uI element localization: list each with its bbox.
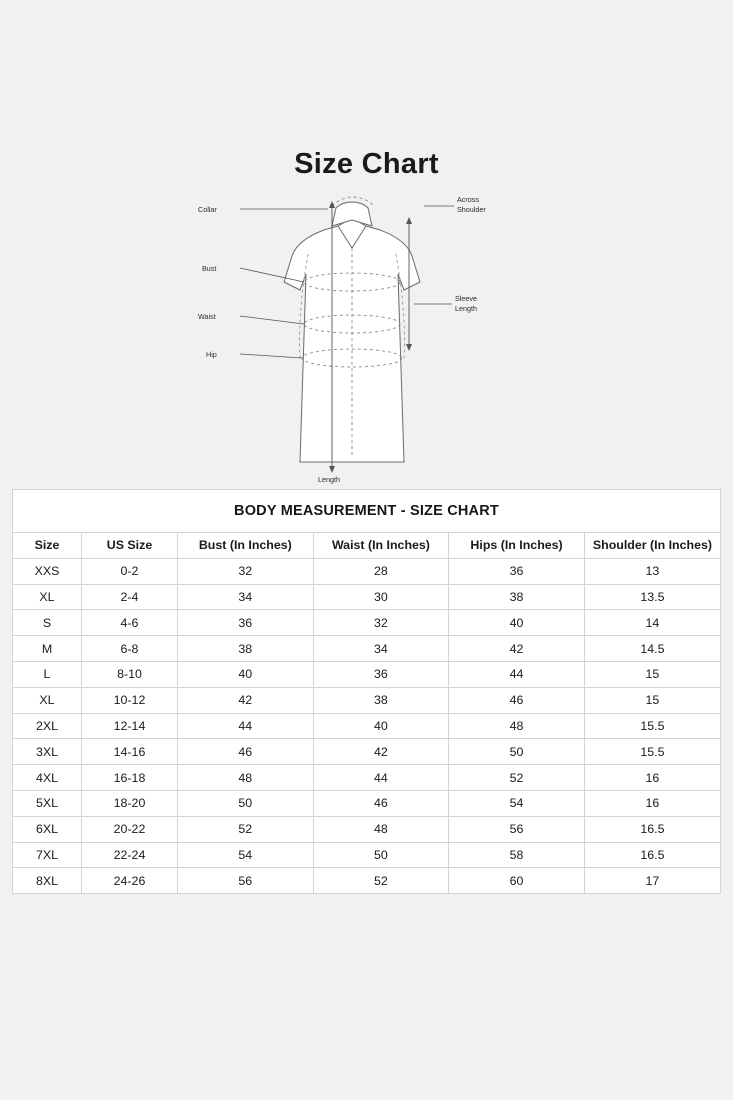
cell-waist: 48 <box>313 816 449 842</box>
label-hip: Hip <box>206 350 217 359</box>
cell-size: XL <box>13 687 82 713</box>
cell-shoulder: 16 <box>584 790 720 816</box>
cell-waist: 42 <box>313 739 449 765</box>
cell-hips: 56 <box>449 816 585 842</box>
table-row <box>13 661 720 687</box>
size-table-container <box>12 489 721 894</box>
cell-size: M <box>13 636 82 662</box>
label-length: Length <box>318 475 340 484</box>
cell-waist: 30 <box>313 584 449 610</box>
cell-hips: 48 <box>449 713 585 739</box>
cell-bust: 52 <box>178 816 314 842</box>
label-waist: Waist <box>198 312 216 321</box>
table-row <box>13 687 720 713</box>
column-header-shoulder: Shoulder (In Inches) <box>584 533 720 558</box>
cell-waist: 34 <box>313 636 449 662</box>
cell-hips: 54 <box>449 790 585 816</box>
cell-us-size: 4-6 <box>82 610 178 636</box>
label-sleeve-length-2: Length <box>455 304 477 313</box>
cell-size: 7XL <box>13 842 82 868</box>
table-row <box>13 739 720 765</box>
cell-waist: 28 <box>313 558 449 584</box>
cell-bust: 40 <box>178 661 314 687</box>
table-row <box>13 765 720 791</box>
cell-size: S <box>13 610 82 636</box>
cell-size: 5XL <box>13 790 82 816</box>
column-header-size: Size <box>13 533 82 558</box>
cell-bust: 36 <box>178 610 314 636</box>
cell-hips: 52 <box>449 765 585 791</box>
column-header-hips: Hips (In Inches) <box>449 533 585 558</box>
table-row <box>13 816 720 842</box>
cell-waist: 32 <box>313 610 449 636</box>
cell-hips: 60 <box>449 868 585 893</box>
cell-size: 8XL <box>13 868 82 893</box>
cell-waist: 46 <box>313 790 449 816</box>
table-body <box>13 558 720 893</box>
cell-us-size: 20-22 <box>82 816 178 842</box>
label-sleeve-length: Sleeve <box>455 294 477 303</box>
cell-waist: 44 <box>313 765 449 791</box>
cell-bust: 48 <box>178 765 314 791</box>
cell-bust: 56 <box>178 868 314 893</box>
cell-bust: 42 <box>178 687 314 713</box>
cell-waist: 36 <box>313 661 449 687</box>
label-collar: Collar <box>198 205 217 214</box>
cell-size: XL <box>13 584 82 610</box>
cell-bust: 38 <box>178 636 314 662</box>
cell-shoulder: 16.5 <box>584 816 720 842</box>
cell-shoulder: 16 <box>584 765 720 791</box>
cell-shoulder: 14.5 <box>584 636 720 662</box>
cell-us-size: 10-12 <box>82 687 178 713</box>
table-row <box>13 868 720 893</box>
cell-shoulder: 13 <box>584 558 720 584</box>
cell-shoulder: 16.5 <box>584 842 720 868</box>
cell-us-size: 6-8 <box>82 636 178 662</box>
cell-us-size: 24-26 <box>82 868 178 893</box>
cell-us-size: 14-16 <box>82 739 178 765</box>
cell-us-size: 16-18 <box>82 765 178 791</box>
cell-hips: 36 <box>449 558 585 584</box>
size-table <box>13 490 720 893</box>
table-header <box>13 533 720 558</box>
table-row <box>13 610 720 636</box>
cell-hips: 42 <box>449 636 585 662</box>
cell-waist: 52 <box>313 868 449 893</box>
column-header-bust: Bust (In Inches) <box>178 533 314 558</box>
column-header-waist: Waist (In Inches) <box>313 533 449 558</box>
cell-us-size: 0-2 <box>82 558 178 584</box>
table-caption: BODY MEASUREMENT - SIZE CHART <box>13 490 720 533</box>
cell-bust: 34 <box>178 584 314 610</box>
cell-bust: 54 <box>178 842 314 868</box>
cell-shoulder: 14 <box>584 610 720 636</box>
cell-hips: 58 <box>449 842 585 868</box>
cell-us-size: 18-20 <box>82 790 178 816</box>
cell-bust: 44 <box>178 713 314 739</box>
cell-shoulder: 15.5 <box>584 713 720 739</box>
cell-hips: 46 <box>449 687 585 713</box>
garment-illustration <box>196 186 536 486</box>
cell-bust: 46 <box>178 739 314 765</box>
column-header-us-size: US Size <box>82 533 178 558</box>
label-bust: Bust <box>202 264 217 273</box>
table-row <box>13 790 720 816</box>
cell-us-size: 22-24 <box>82 842 178 868</box>
cell-us-size: 2-4 <box>82 584 178 610</box>
cell-size: XXS <box>13 558 82 584</box>
table-row <box>13 584 720 610</box>
table-row <box>13 713 720 739</box>
cell-hips: 38 <box>449 584 585 610</box>
page-title: Size Chart <box>294 148 439 180</box>
table-row <box>13 842 720 868</box>
cell-shoulder: 17 <box>584 868 720 893</box>
cell-size: L <box>13 661 82 687</box>
cell-waist: 40 <box>313 713 449 739</box>
cell-size: 4XL <box>13 765 82 791</box>
cell-size: 3XL <box>13 739 82 765</box>
cell-bust: 50 <box>178 790 314 816</box>
table-row <box>13 558 720 584</box>
cell-us-size: 12-14 <box>82 713 178 739</box>
table-header-row <box>13 533 720 558</box>
label-across-shoulder: Across <box>457 195 479 204</box>
cell-size: 6XL <box>13 816 82 842</box>
cell-shoulder: 15 <box>584 661 720 687</box>
label-across-shoulder-2: Shoulder <box>457 205 486 214</box>
cell-size: 2XL <box>13 713 82 739</box>
cell-shoulder: 15 <box>584 687 720 713</box>
cell-hips: 50 <box>449 739 585 765</box>
cell-us-size: 8-10 <box>82 661 178 687</box>
cell-hips: 44 <box>449 661 585 687</box>
cell-shoulder: 15.5 <box>584 739 720 765</box>
cell-waist: 50 <box>313 842 449 868</box>
cell-hips: 40 <box>449 610 585 636</box>
cell-shoulder: 13.5 <box>584 584 720 610</box>
table-row <box>13 636 720 662</box>
cell-waist: 38 <box>313 687 449 713</box>
cell-bust: 32 <box>178 558 314 584</box>
